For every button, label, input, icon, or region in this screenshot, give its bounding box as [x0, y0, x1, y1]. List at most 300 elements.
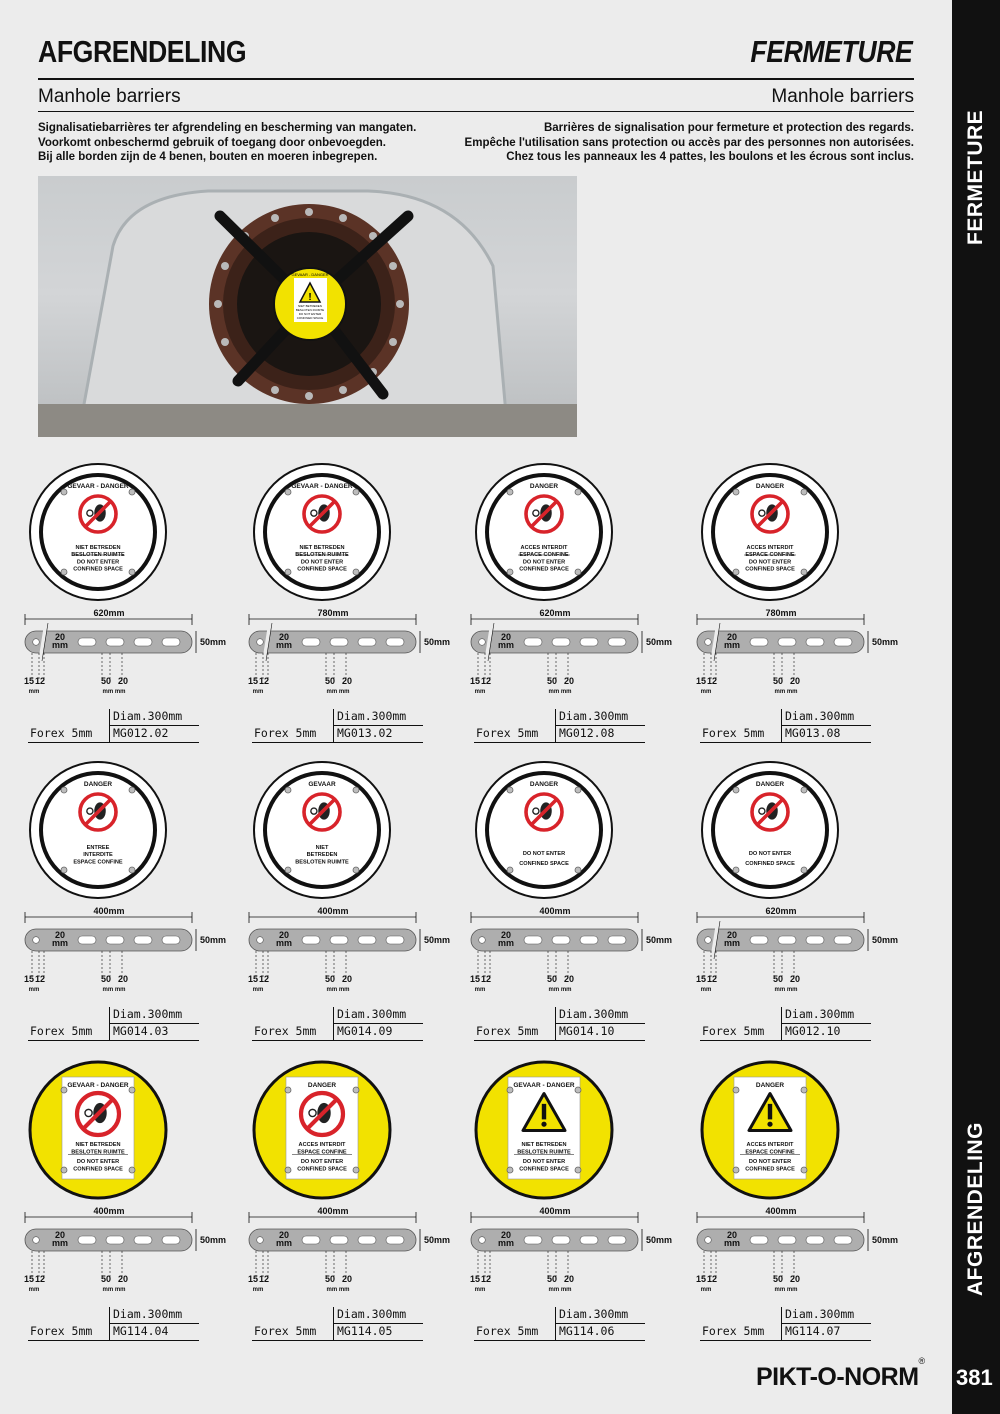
sign-header: DANGER	[755, 1082, 785, 1089]
diameter-value: Diam.300mm	[785, 1307, 855, 1321]
leg-dimension-drawing	[694, 1205, 934, 1305]
hole-offset-label: 15	[695, 974, 707, 984]
description-nl-line: Signalisatiebarrières ter afgrendeling en bescherming van mangaten.	[38, 122, 417, 134]
slot-length-label: 50	[772, 1274, 784, 1284]
strip-slot	[778, 1236, 796, 1244]
subtitle-right: Manhole barriers	[771, 86, 914, 107]
leg-length-label: 780mm	[317, 608, 349, 618]
bolt-hole	[575, 569, 581, 575]
leg-dimension-drawing	[468, 1205, 708, 1305]
slot-width-unit: mm	[51, 1238, 69, 1248]
strip-slot	[834, 936, 852, 944]
slot-width-label: 20	[278, 930, 290, 940]
spec-table-rule	[333, 725, 423, 726]
material-value: Forex 5mm	[702, 1324, 765, 1338]
slot-unit-label: mm mm	[326, 689, 350, 695]
spec-table	[28, 1307, 208, 1341]
spec-table-rule	[781, 1307, 782, 1341]
slot-unit-label: mm mm	[774, 689, 798, 695]
leg-length-label: 620mm	[539, 608, 571, 618]
hole-size-label: 12	[34, 676, 46, 686]
material-value: Forex 5mm	[476, 1024, 539, 1038]
diameter-value: Diam.300mm	[559, 1007, 629, 1021]
leg-width-label: 50mm	[872, 935, 899, 945]
slot-unit-label: mm mm	[102, 1287, 126, 1293]
slot-gap-label: 20	[341, 974, 353, 984]
slot-width-label: 20	[500, 632, 512, 642]
material-value: Forex 5mm	[476, 1324, 539, 1338]
hole-size-label: 12	[258, 1274, 270, 1284]
strip-slot	[330, 936, 348, 944]
product-code: MG114.07	[785, 1324, 841, 1338]
slot-unit-label: mm mm	[102, 987, 126, 993]
slot-width-label: 20	[54, 930, 66, 940]
manhole-sign	[700, 462, 840, 602]
strip-slot	[778, 936, 796, 944]
diameter-value: Diam.300mm	[113, 709, 183, 723]
strip-slot	[78, 1236, 96, 1244]
slot-gap-label: 20	[117, 974, 129, 984]
sign-header: DANGER	[529, 781, 559, 788]
strip-round-hole	[705, 1237, 712, 1244]
strip-slot	[106, 638, 124, 646]
hole-offset-label: 15	[23, 1274, 35, 1284]
leg-length-label: 620mm	[765, 906, 797, 916]
leg-width-label: 50mm	[872, 1235, 899, 1245]
spec-table-rule	[781, 1007, 782, 1041]
material-value: Forex 5mm	[254, 726, 317, 740]
strip-slot	[386, 1236, 404, 1244]
bolt-hole	[575, 867, 581, 873]
sign-text-line: ACCES INTERDIT	[746, 545, 794, 551]
slot-width-label: 20	[726, 1230, 738, 1240]
strip-slot	[580, 1236, 598, 1244]
leg-dimension-drawing	[694, 905, 934, 1005]
sign-text-line: CONFINED SPACE	[73, 1166, 123, 1173]
leg-width-label: 50mm	[646, 637, 673, 647]
strip-slot	[358, 936, 376, 944]
product-code: MG114.04	[113, 1324, 169, 1338]
slot-width-unit: mm	[497, 938, 515, 948]
description-fr-line: Barrières de signalisation pour fermeture et protection des regards.	[543, 122, 914, 134]
sign-header: GEVAAR	[308, 781, 336, 788]
strip-slot	[386, 638, 404, 646]
manhole-sign	[474, 760, 614, 900]
photo-sign-top: GEVAAR - DANGER	[291, 272, 329, 277]
leg-length-label: 400mm	[317, 1206, 349, 1216]
leg-length-label: 400mm	[765, 1206, 797, 1216]
spec-table	[474, 1307, 654, 1341]
page-title-nl: AFGRENDELING	[38, 34, 247, 69]
spec-table	[28, 709, 208, 743]
sign-text-line: NIET BETREDEN	[299, 545, 345, 551]
slot-gap-label: 20	[789, 1274, 801, 1284]
leg-width-label: 50mm	[200, 935, 227, 945]
manhole-sign	[28, 1060, 168, 1200]
hole-unit-label: mm	[28, 1287, 40, 1293]
subheader-rule	[38, 111, 914, 112]
strip-round-hole	[33, 937, 40, 944]
slot-width-unit: mm	[723, 640, 741, 650]
slot-width-unit: mm	[723, 938, 741, 948]
bolt-hole	[61, 489, 67, 495]
slot-width-label: 20	[54, 632, 66, 642]
hole-unit-label: mm	[700, 689, 712, 695]
strip-slot	[580, 638, 598, 646]
strip-slot	[134, 1236, 152, 1244]
hole-unit-label: mm	[252, 1287, 264, 1293]
sign-text-line: DO NOT ENTER	[522, 1159, 566, 1165]
bolt-hole	[507, 489, 513, 495]
spec-table	[700, 1007, 880, 1041]
hole-unit-label: mm	[700, 987, 712, 993]
description-fr-line: Chez tous les panneaux les 4 pattes, les boulons et les écrous sont inclus.	[506, 151, 914, 163]
hole-offset-label: 15	[469, 676, 481, 686]
strip-slot	[778, 638, 796, 646]
spec-table-rule	[700, 1340, 871, 1341]
hole-offset-label: 15	[695, 1274, 707, 1284]
slot-length-label: 50	[546, 1274, 558, 1284]
slot-gap-label: 20	[563, 974, 575, 984]
slot-width-label: 20	[278, 1230, 290, 1240]
hole-size-label: 12	[34, 974, 46, 984]
spec-table	[252, 1307, 432, 1341]
sign-text-line: CONFINED SPACE	[745, 861, 795, 867]
strip-round-hole	[705, 937, 712, 944]
leg-dimension-drawing	[468, 905, 708, 1005]
sign-text-line: INTERDITE	[83, 852, 113, 859]
manhole-sign	[700, 1060, 840, 1200]
leg-length-label: 400mm	[317, 906, 349, 916]
strip-slot	[134, 638, 152, 646]
slot-length-label: 50	[100, 676, 112, 686]
spec-table	[252, 709, 432, 743]
strip-slot	[806, 638, 824, 646]
sign-text-line: CONFINED SPACE	[745, 1166, 795, 1173]
slot-gap-label: 20	[789, 676, 801, 686]
manhole-sign	[252, 462, 392, 602]
bolt-hole	[575, 787, 581, 793]
spec-table-rule	[781, 709, 782, 743]
sign-text-line: ESPACE CONFINE	[745, 552, 795, 559]
spec-table-rule	[28, 1040, 199, 1041]
slot-width-label: 20	[500, 1230, 512, 1240]
spec-table-rule	[109, 1307, 110, 1341]
strip-slot	[358, 638, 376, 646]
sign-text-line: ENTREE	[86, 845, 110, 851]
spec-table-rule	[333, 1323, 423, 1324]
leg-length-label: 400mm	[539, 906, 571, 916]
sign-header: DANGER	[755, 483, 785, 490]
slot-gap-label: 20	[563, 1274, 575, 1284]
sign-header: GEVAAR - DANGER	[513, 1082, 575, 1089]
spec-table-rule	[474, 742, 645, 743]
slot-gap-label: 20	[117, 676, 129, 686]
hole-offset-label: 15	[695, 676, 707, 686]
sign-text-line: BETREDEN	[306, 852, 338, 859]
leg-dimension-drawing	[246, 607, 486, 707]
leg-width-label: 50mm	[424, 1235, 451, 1245]
bolt-hole	[507, 867, 513, 873]
manhole-sign	[252, 1060, 392, 1200]
sign-text-line: NIET	[315, 845, 329, 851]
strip-slot	[580, 936, 598, 944]
bolt-hole	[353, 787, 359, 793]
bolt-hole	[507, 1167, 513, 1173]
spec-table-rule	[474, 1340, 645, 1341]
hole-size-label: 12	[706, 1274, 718, 1284]
spec-table	[700, 1307, 880, 1341]
bolt-hole	[801, 569, 807, 575]
product-code: MG014.10	[559, 1024, 615, 1038]
bolt-hole	[353, 867, 359, 873]
manhole-sign	[700, 760, 840, 900]
spec-table-rule	[781, 1323, 871, 1324]
sign-text-line: CONFINED SPACE	[519, 1166, 569, 1173]
spec-table-rule	[781, 725, 871, 726]
strip-slot	[524, 936, 542, 944]
leg-width-label: 50mm	[424, 935, 451, 945]
strip-round-hole	[479, 937, 486, 944]
slot-width-unit: mm	[275, 938, 293, 948]
sign-text-line: DO NOT ENTER	[522, 851, 566, 857]
slot-unit-label: mm mm	[326, 1287, 350, 1293]
spec-table-rule	[333, 1023, 423, 1024]
hole-unit-label: mm	[28, 987, 40, 993]
product-code: MG014.09	[337, 1024, 393, 1038]
leg-dimension-drawing	[694, 607, 934, 707]
slot-length-label: 50	[546, 676, 558, 686]
diameter-value: Diam.300mm	[337, 709, 407, 723]
strip-round-hole	[479, 639, 486, 646]
bolt-hole	[61, 787, 67, 793]
slot-width-label: 20	[54, 1230, 66, 1240]
bolt-hole	[129, 787, 135, 793]
hole-unit-label: mm	[28, 689, 40, 695]
strip-slot	[552, 936, 570, 944]
description-fr-line: Empêche l'utilisation sans protection ou accès par des personnes non autorisées.	[464, 136, 914, 149]
description-nl-line: Voorkomt onbeschermd gebruik of toegang door onbevoegden.	[38, 136, 387, 149]
spec-table-rule	[109, 1023, 199, 1024]
spec-table-rule	[700, 742, 871, 743]
hole-offset-label: 15	[469, 974, 481, 984]
bolt-hole	[733, 1087, 739, 1093]
slot-length-label: 50	[100, 974, 112, 984]
spec-table-rule	[333, 709, 334, 743]
bolt-hole	[507, 787, 513, 793]
hole-size-label: 12	[480, 1274, 492, 1284]
product-code: MG014.03	[113, 1024, 169, 1038]
spec-table-rule	[555, 1023, 645, 1024]
strip-round-hole	[257, 1237, 264, 1244]
slot-width-label: 20	[726, 632, 738, 642]
bolt-hole	[61, 1167, 67, 1173]
bolt-hole	[353, 1167, 359, 1173]
hole-offset-label: 15	[247, 974, 259, 984]
manhole-sign	[28, 760, 168, 900]
product-code: MG012.10	[785, 1024, 841, 1038]
slot-gap-label: 20	[341, 676, 353, 686]
spec-table-rule	[252, 1340, 423, 1341]
sign-text-line: DO NOT ENTER	[748, 1159, 792, 1165]
bolt-hole	[61, 867, 67, 873]
photo-sign-line: BESLOTEN RUIMTE	[295, 308, 325, 312]
exclamation-dot-icon	[541, 1122, 546, 1127]
sign-text-line: DO NOT ENTER	[300, 1159, 344, 1165]
exclamation-icon	[768, 1104, 772, 1120]
strip-slot	[106, 936, 124, 944]
manhole-sign	[474, 1060, 614, 1200]
diameter-value: Diam.300mm	[559, 1307, 629, 1321]
bolt-hole	[353, 1087, 359, 1093]
strip-round-hole	[33, 1237, 40, 1244]
bolt-hole	[285, 1167, 291, 1173]
leg-length-label: 400mm	[539, 1206, 571, 1216]
photo-sign-line: DO NOT ENTER	[298, 312, 322, 316]
hole-offset-label: 15	[23, 974, 35, 984]
header-rule	[38, 78, 914, 80]
leg-width-label: 50mm	[872, 637, 899, 647]
leg-length-label: 400mm	[93, 1206, 125, 1216]
spec-table-rule	[109, 725, 199, 726]
leg-dimension-drawing	[246, 1205, 486, 1305]
strip-slot	[524, 1236, 542, 1244]
hole-unit-label: mm	[700, 1287, 712, 1293]
slot-gap-label: 20	[563, 676, 575, 686]
slot-width-unit: mm	[51, 938, 69, 948]
material-value: Forex 5mm	[476, 726, 539, 740]
bolt-hole	[733, 867, 739, 873]
strip-slot	[302, 638, 320, 646]
manhole-photo	[38, 176, 577, 437]
material-value: Forex 5mm	[30, 726, 93, 740]
strip-slot	[608, 1236, 626, 1244]
spec-table-rule	[28, 742, 199, 743]
sign-header: GEVAAR - DANGER	[291, 483, 353, 490]
spec-table-rule	[109, 709, 110, 743]
sign-header: DANGER	[307, 1082, 337, 1089]
sign-header: DANGER	[83, 781, 113, 788]
slot-width-unit: mm	[723, 1238, 741, 1248]
sign-text-line: CONFINED SPACE	[519, 566, 569, 573]
hole-unit-label: mm	[252, 987, 264, 993]
hole-unit-label: mm	[474, 1287, 486, 1293]
strip-slot	[78, 936, 96, 944]
sign-text-line: CONFINED SPACE	[745, 566, 795, 573]
spec-table-rule	[781, 1023, 871, 1024]
strip-slot	[552, 638, 570, 646]
strip-slot	[524, 638, 542, 646]
slot-unit-label: mm mm	[326, 987, 350, 993]
manhole-sign	[474, 462, 614, 602]
bolt-hole	[353, 569, 359, 575]
sign-text-line: ACCES INTERDIT	[520, 545, 568, 551]
spec-table-rule	[109, 1323, 199, 1324]
manhole-sign	[28, 462, 168, 602]
strip-slot	[358, 1236, 376, 1244]
spec-table-rule	[555, 725, 645, 726]
exclamation-icon	[542, 1104, 546, 1120]
slot-length-label: 50	[324, 1274, 336, 1284]
strip-slot	[330, 638, 348, 646]
material-value: Forex 5mm	[30, 1324, 93, 1338]
bolt-hole	[801, 787, 807, 793]
hole-size-label: 12	[480, 974, 492, 984]
sign-text-line: CONFINED SPACE	[297, 566, 347, 573]
svg-text:!: !	[308, 292, 312, 303]
bolt-hole	[129, 569, 135, 575]
strip-slot	[134, 936, 152, 944]
exclamation-dot-icon	[767, 1122, 772, 1127]
page-title-fr: FERMETURE	[749, 34, 912, 69]
description-fr	[465, 121, 914, 165]
bolt-hole	[733, 569, 739, 575]
leg-dimension-drawing	[22, 607, 262, 707]
bolt-hole	[801, 1167, 807, 1173]
page-number: 381	[956, 1365, 993, 1390]
hole-size-label: 12	[34, 1274, 46, 1284]
material-value: Forex 5mm	[702, 726, 765, 740]
bolt-hole	[285, 1087, 291, 1093]
spec-table-rule	[555, 709, 556, 743]
hole-size-label: 12	[480, 676, 492, 686]
leg-length-label: 620mm	[93, 608, 125, 618]
bolt-hole	[129, 1167, 135, 1173]
slot-width-unit: mm	[51, 640, 69, 650]
strip-round-hole	[705, 639, 712, 646]
slot-length-label: 50	[100, 1274, 112, 1284]
description-nl-line: Bij alle borden zijn de 4 benen, bouten en moeren inbegrepen.	[38, 151, 378, 163]
manhole-photo-illustration	[38, 176, 577, 437]
strip-slot	[608, 638, 626, 646]
sign-text-line: DO NOT ENTER	[76, 1159, 120, 1165]
sign-header: GEVAAR - DANGER	[67, 1082, 129, 1089]
sign-text-line: NIET BETREDEN	[75, 1142, 121, 1148]
diameter-value: Diam.300mm	[559, 709, 629, 723]
strip-slot	[750, 1236, 768, 1244]
strip-round-hole	[257, 639, 264, 646]
strip-slot	[302, 1236, 320, 1244]
leg-width-label: 50mm	[200, 637, 227, 647]
bolt-hole	[801, 1087, 807, 1093]
leg-dimension-drawing	[468, 607, 708, 707]
hole-unit-label: mm	[474, 689, 486, 695]
sign-header: GEVAAR - DANGER	[67, 483, 129, 490]
sign-text-line: BESLOTEN RUIMTE	[71, 1149, 125, 1156]
spec-table	[474, 1007, 654, 1041]
slot-gap-label: 20	[341, 1274, 353, 1284]
spec-table-rule	[555, 1323, 645, 1324]
bolt-hole	[801, 489, 807, 495]
diameter-value: Diam.300mm	[785, 1007, 855, 1021]
product-code: MG012.08	[559, 726, 615, 740]
sign-text-line: CONFINED SPACE	[519, 861, 569, 867]
spec-table-rule	[28, 1340, 199, 1341]
material-value: Forex 5mm	[702, 1024, 765, 1038]
sign-text-line: ACCES INTERDIT	[746, 1142, 794, 1148]
sign-text-line: BESLOTEN RUIMTE	[517, 1149, 571, 1156]
bolt-hole	[353, 489, 359, 495]
bolt-hole	[733, 1167, 739, 1173]
spec-table-rule	[109, 1007, 110, 1041]
spec-table-rule	[555, 1307, 556, 1341]
sign-text-line: BESLOTEN RUIMTE	[71, 552, 125, 559]
slot-length-label: 50	[546, 974, 558, 984]
hole-offset-label: 15	[469, 1274, 481, 1284]
sign-text-line: ACCES INTERDIT	[298, 1142, 346, 1148]
sidebar-label-bottom: AFGRENDELING	[964, 1122, 987, 1296]
slot-length-label: 50	[324, 676, 336, 686]
